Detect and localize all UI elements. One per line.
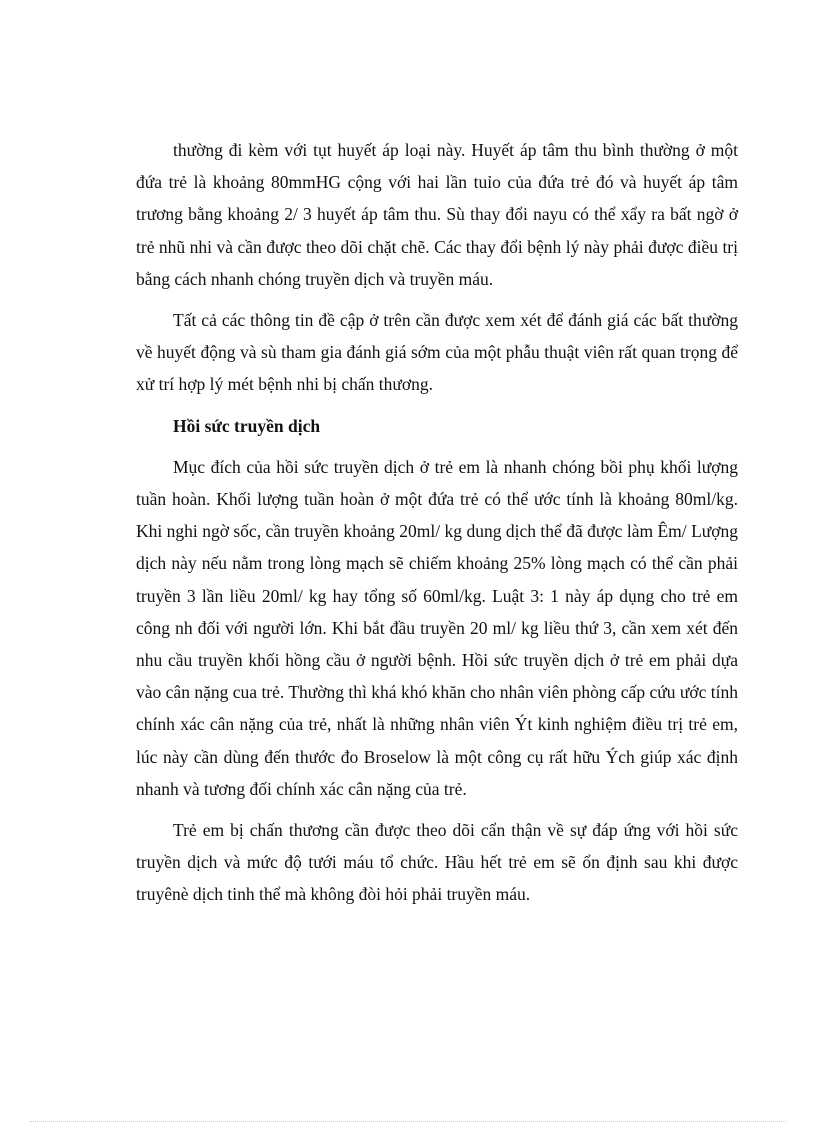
paragraph-gap (136, 401, 738, 410)
document-body (136, 134, 738, 911)
paragraph-gap (136, 442, 738, 451)
paragraph-fluid-resuscitation: Mục đích của hồi sức truyền dịch ở trẻ em là nhanh chóng bồi phụ khối lượng tuần hoàn. Khối lượng tuần hoàn ở một đứa trẻ có thể ước tính là khoảng 80ml/kg. Khi nghi ngờ sốc, cần truyền khoảng 20ml/ kg dung dịch thể đã được làm Êm/ Lượng dịch này nếu nằm trong lòng mạch sẽ chiếm khoảng 25% lòng mạch có thể cần phải truyền 3 lần liều 20ml/ kg hay tổng số 60ml/kg. Luật 3: 1 này áp dụng cho trẻ em công nh đối với người lớn. Khi bắt đầu truyền 20 ml/ kg liều thứ 3, cần xem xét đến nhu cầu truyền khối hồng cầu ở người bệnh. Hồi sức truyền dịch ở trẻ em phải dựa vào cân nặng cua trẻ. Thường thì khá khó khăn cho nhân viên phòng cấp cứu ước tính chính xác cân nặng của trẻ, nhất là những nhân viên Ýt kinh nghiệm điều trị trẻ em, lúc này cần dùng đến thước đo Broselow là một công cụ rất hữu Ých giúp xác định nhanh và tương đối chính xác cân nặng của trẻ. (136, 456, 738, 799)
paragraph-gap (136, 805, 738, 814)
paragraph-hemodynamics: Tất cả các thông tin đề cập ở trên cần được xem xét để đánh giá các bất thường về huyết động và sù tham gia đánh giá sớm của một phẫu thuật viên rất quan trọng để xử trí hợp lý mét bệnh nhi bị chấn thương. (136, 310, 738, 395)
paragraph-gap (136, 295, 738, 304)
paragraph-blood-pressure: thường đi kèm với tụt huyết áp loại này. Huyết áp tâm thu bình thường ở một đứa trẻ là khoảng 80mmHG cộng với hai lần tuỉo của đứa trẻ đó và huyết áp tâm trương bằng khoảng 2/ 3 huyết áp tâm thu. Sù thay đổi nayu có thể xẩy ra bất ngờ ở trẻ nhũ nhi và cần được theo dõi chặt chẽ. Các thay đổi bệnh lý này phải được điều trị bằng cách nhanh chóng truyền dịch và truyền máu. (136, 140, 738, 289)
page-bottom-divider (30, 1121, 786, 1122)
section-heading: Hồi sức truyền dịch (173, 415, 321, 436)
paragraph-monitoring: Trẻ em bị chấn thương cần được theo dõi cẩn thận về sự đáp ứng với hồi sức truyền dịch và mức độ tưới máu tổ chức. Hầu hết trẻ em sẽ ổn định sau khi được truyênè dịch tinh thể mà không đòi hỏi phải truyền máu. (136, 820, 738, 905)
